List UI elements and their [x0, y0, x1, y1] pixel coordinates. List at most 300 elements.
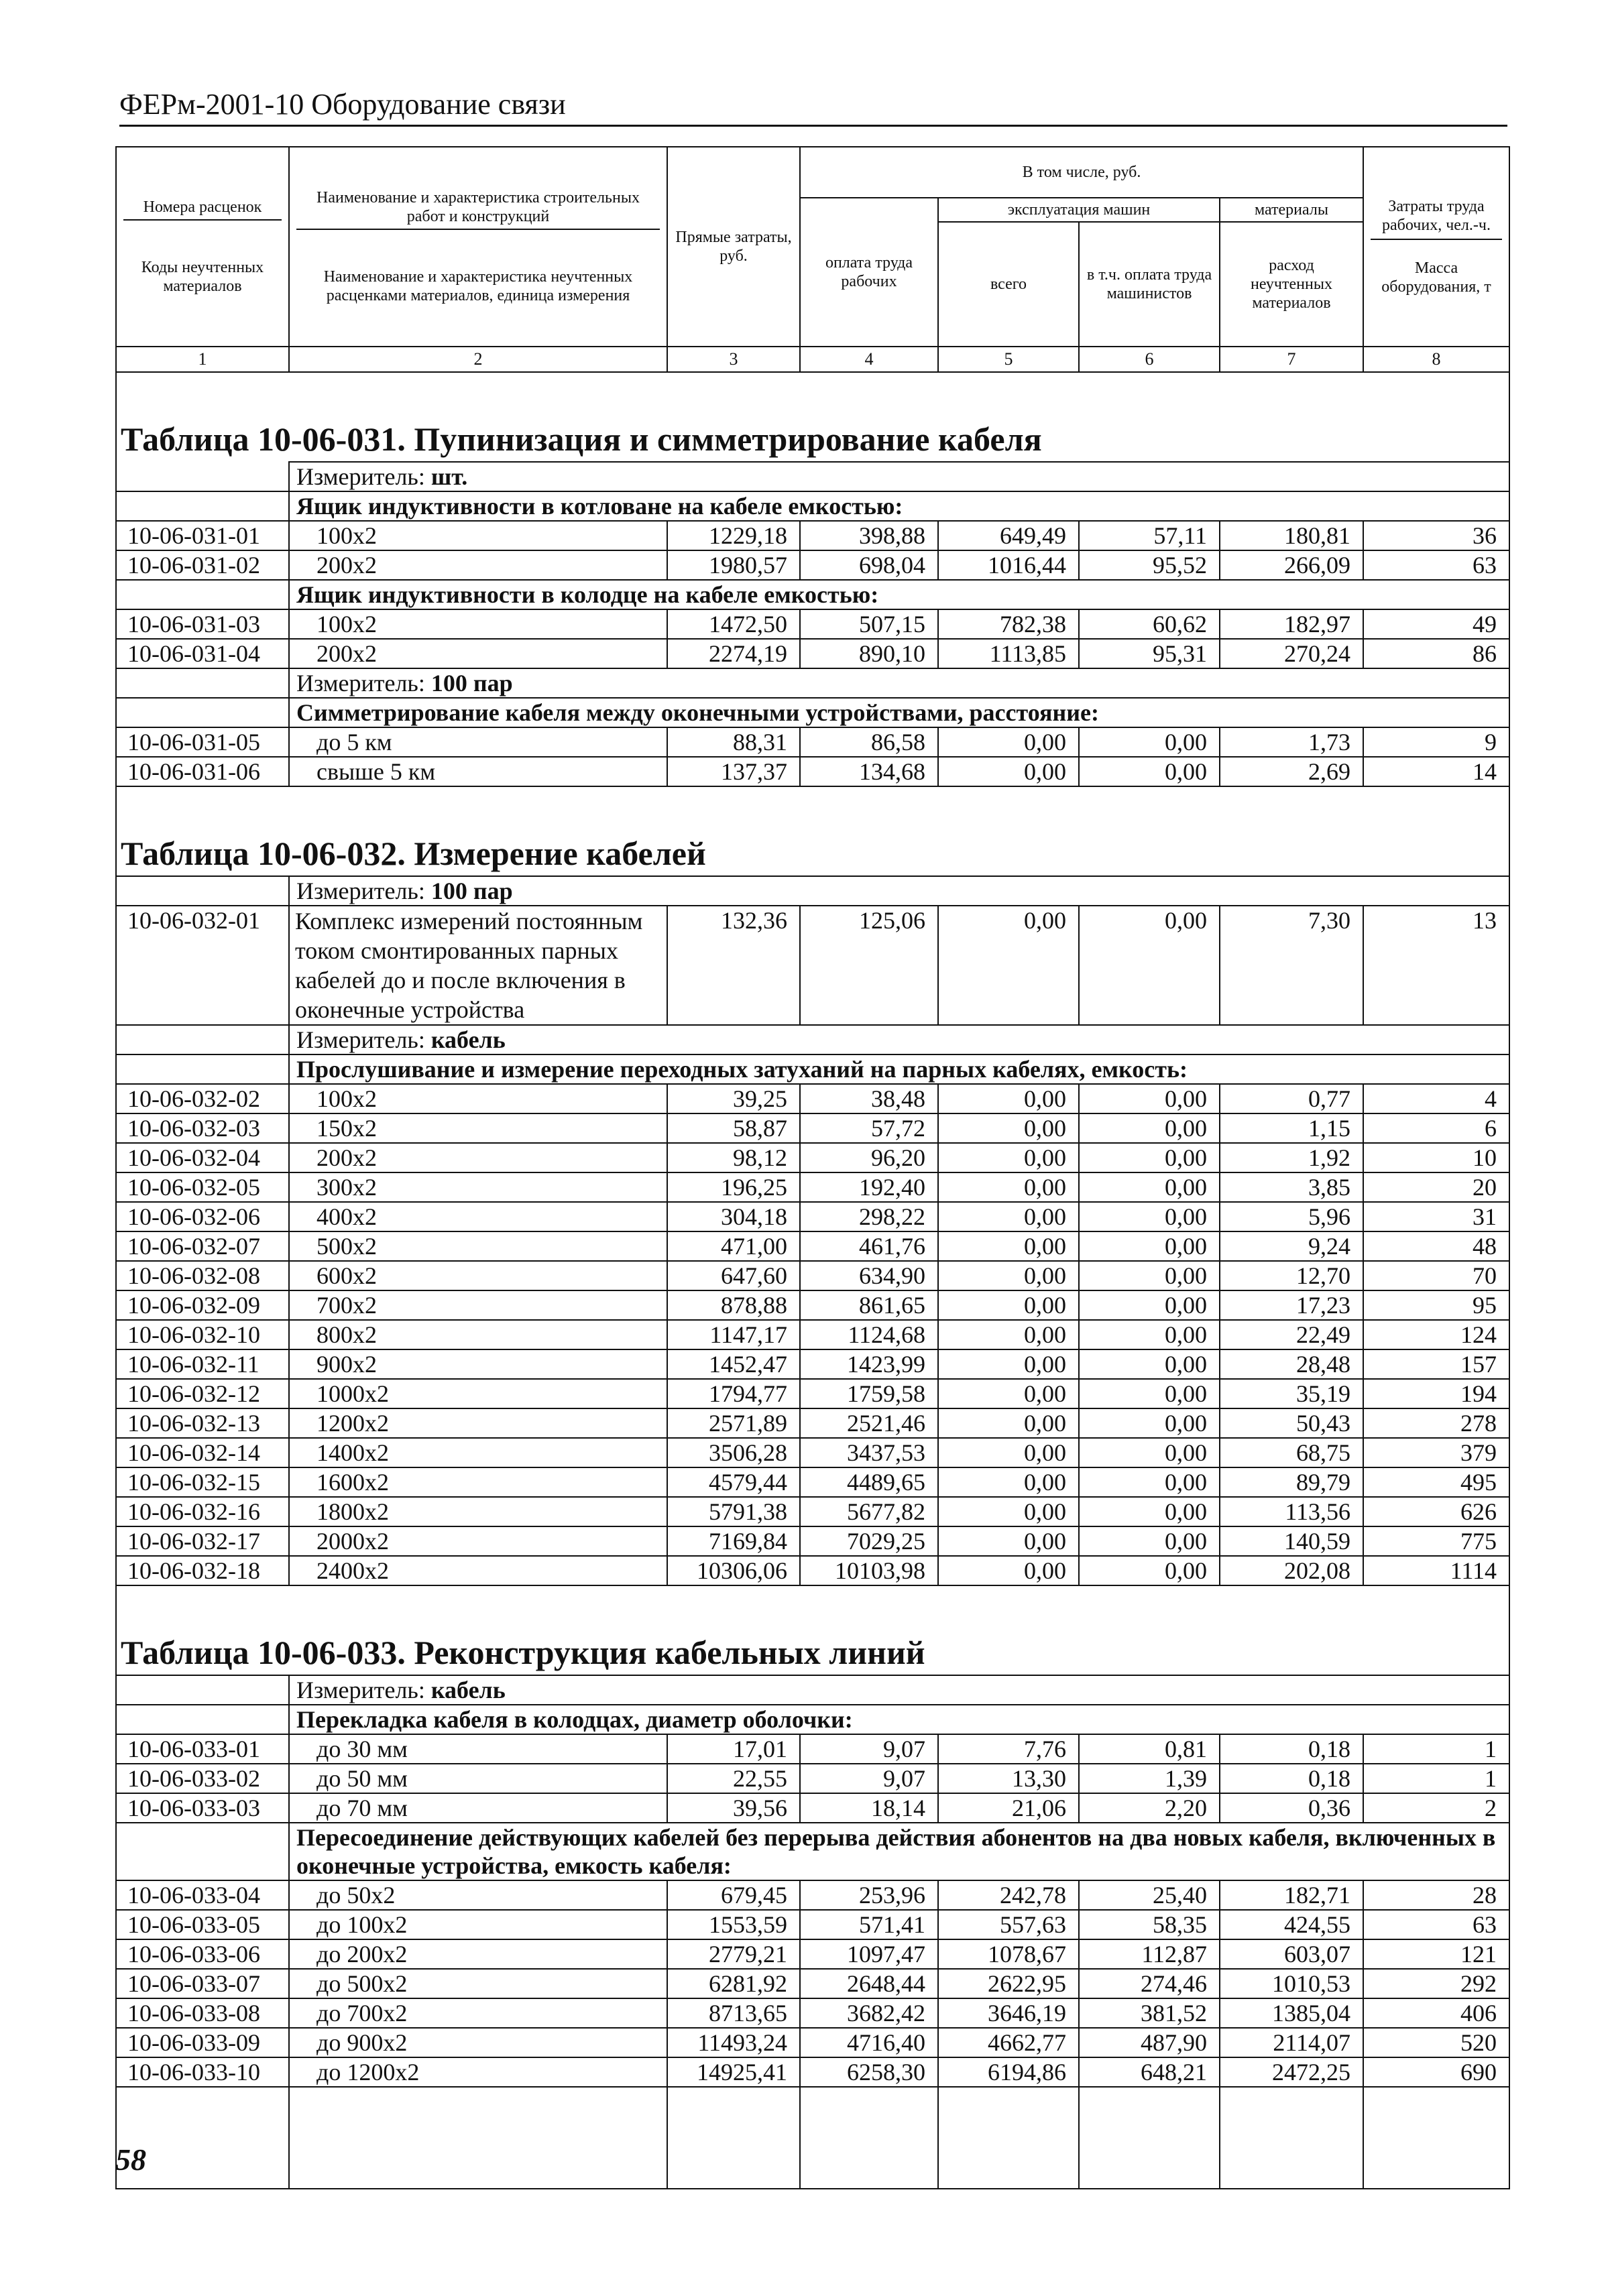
table-row — [116, 1438, 1509, 1467]
rate-code: 10-06-033-06 — [116, 1939, 289, 1969]
materials-cost: 2114,07 — [1220, 2028, 1363, 2057]
work-name: до 1200x2 — [289, 2057, 667, 2087]
machines-total: 2622,95 — [938, 1969, 1079, 1998]
labor-pay: 2521,46 — [800, 1408, 938, 1438]
machines-total: 0,00 — [938, 1261, 1079, 1290]
materials-cost: 9,24 — [1220, 1231, 1363, 1261]
price-sheet — [115, 146, 1509, 2189]
labor-hours: 157 — [1363, 1349, 1509, 1379]
group-heading: Симметрирование кабеля между оконечными устройствами, расстояние: — [289, 698, 1509, 727]
group-heading: Ящик индуктивности в котловане на кабеле емкостью: — [289, 491, 1509, 521]
rate-code: 10-06-033-05 — [116, 1910, 289, 1939]
measure-value: 100 пар — [430, 878, 513, 904]
rate-code: 10-06-031-06 — [116, 757, 289, 786]
direct-costs: 471,00 — [667, 1231, 800, 1261]
operators-pay: 0,00 — [1079, 1202, 1220, 1231]
labor-pay: 57,72 — [800, 1113, 938, 1143]
rate-code: 10-06-032-05 — [116, 1172, 289, 1202]
labor-hours: 36 — [1363, 521, 1509, 550]
direct-costs: 1794,77 — [667, 1379, 800, 1408]
labor-pay: 9,07 — [800, 1764, 938, 1793]
labor-pay: 253,96 — [800, 1880, 938, 1910]
direct-costs: 2274,19 — [667, 639, 800, 668]
rate-code: 10-06-033-09 — [116, 2028, 289, 2057]
direct-costs: 304,18 — [667, 1202, 800, 1231]
direct-costs: 22,55 — [667, 1764, 800, 1793]
col5-header: всего — [938, 222, 1079, 347]
rate-code: 10-06-032-16 — [116, 1497, 289, 1526]
labor-pay: 507,15 — [800, 609, 938, 639]
rate-code: 10-06-032-09 — [116, 1290, 289, 1320]
materials-cost: 7,30 — [1220, 906, 1363, 1025]
table-title: Таблица 10-06-032. Измерение кабелей — [116, 786, 1509, 876]
col3-header: Прямые затраты, руб. — [667, 147, 800, 347]
col1-header — [116, 147, 289, 347]
materials-cost: 1385,04 — [1220, 1998, 1363, 2028]
labor-hours: 4 — [1363, 1084, 1509, 1113]
machines-total: 0,00 — [938, 1172, 1079, 1202]
measure-row — [116, 668, 1509, 698]
materials-header: материалы — [1220, 198, 1363, 222]
col8-header — [1363, 147, 1509, 347]
work-name: 2000x2 — [289, 1526, 667, 1556]
machines-total: 0,00 — [938, 1379, 1079, 1408]
column-number: 1 — [116, 347, 289, 372]
col8-top: Затраты труда рабочих, чел.-ч. — [1371, 197, 1502, 240]
table-row — [116, 906, 1509, 1025]
operators-pay: 0,00 — [1079, 1113, 1220, 1143]
rate-code: 10-06-032-10 — [116, 1320, 289, 1349]
materials-cost: 68,75 — [1220, 1438, 1363, 1467]
work-name: до 5 км — [289, 727, 667, 757]
table-row — [116, 1084, 1509, 1113]
materials-cost: 1,92 — [1220, 1143, 1363, 1172]
operators-pay: 0,00 — [1079, 906, 1220, 1025]
operators-pay: 0,00 — [1079, 1143, 1220, 1172]
labor-hours: 70 — [1363, 1261, 1509, 1290]
table-row — [116, 1320, 1509, 1349]
table-10-06-031 — [116, 372, 1509, 786]
column-numbers-row — [116, 347, 1509, 372]
direct-costs: 17,01 — [667, 1734, 800, 1764]
machines-total: 0,00 — [938, 727, 1079, 757]
table-row — [116, 1764, 1509, 1793]
measure-label: Измеритель: — [296, 878, 425, 904]
rate-code: 10-06-032-03 — [116, 1113, 289, 1143]
machines-total: 3646,19 — [938, 1998, 1079, 2028]
direct-costs: 137,37 — [667, 757, 800, 786]
direct-costs: 3506,28 — [667, 1438, 800, 1467]
measure-row — [116, 1675, 1509, 1705]
direct-costs: 7169,84 — [667, 1526, 800, 1556]
table-row — [116, 1231, 1509, 1261]
labor-hours: 48 — [1363, 1231, 1509, 1261]
rate-code: 10-06-032-04 — [116, 1143, 289, 1172]
labor-pay: 5677,82 — [800, 1497, 938, 1526]
direct-costs: 679,45 — [667, 1880, 800, 1910]
labor-hours: 10 — [1363, 1143, 1509, 1172]
direct-costs: 2779,21 — [667, 1939, 800, 1969]
operators-pay: 60,62 — [1079, 609, 1220, 639]
work-name: до 200x2 — [289, 1939, 667, 1969]
col2-bottom: Наименование и характеристика неучтенных расценками материалов, единица измерения — [323, 268, 633, 304]
machines-total: 4662,77 — [938, 2028, 1079, 2057]
work-name: до 500x2 — [289, 1969, 667, 1998]
rate-code: 10-06-032-14 — [116, 1438, 289, 1467]
rate-code: 10-06-032-07 — [116, 1231, 289, 1261]
machines-total: 0,00 — [938, 757, 1079, 786]
measure-label: Измеритель: — [296, 1026, 425, 1053]
labor-hours: 690 — [1363, 2057, 1509, 2087]
materials-cost: 17,23 — [1220, 1290, 1363, 1320]
labor-pay: 1097,47 — [800, 1939, 938, 1969]
table-row — [116, 609, 1509, 639]
work-name: 100x2 — [289, 609, 667, 639]
table-row — [116, 1497, 1509, 1526]
col2-top: Наименование и характеристика строительных работ и конструкций — [296, 188, 660, 230]
direct-costs: 1147,17 — [667, 1320, 800, 1349]
machines-total: 1016,44 — [938, 550, 1079, 580]
machines-total: 0,00 — [938, 1290, 1079, 1320]
machines-total: 649,49 — [938, 521, 1079, 550]
running-title: ФЕРм-2001-10 Оборудование связи — [119, 88, 566, 121]
work-name: 200x2 — [289, 639, 667, 668]
table-row — [116, 1734, 1509, 1764]
table-row — [116, 1172, 1509, 1202]
labor-pay: 3437,53 — [800, 1438, 938, 1467]
rate-code: 10-06-033-02 — [116, 1764, 289, 1793]
materials-cost: 0,77 — [1220, 1084, 1363, 1113]
labor-hours: 31 — [1363, 1202, 1509, 1231]
labor-hours: 278 — [1363, 1408, 1509, 1438]
table-row — [116, 1880, 1509, 1910]
rate-code: 10-06-032-18 — [116, 1556, 289, 1585]
operators-pay: 0,00 — [1079, 1497, 1220, 1526]
labor-pay: 890,10 — [800, 639, 938, 668]
direct-costs: 10306,06 — [667, 1556, 800, 1585]
work-name: 100x2 — [289, 521, 667, 550]
labor-hours: 495 — [1363, 1467, 1509, 1497]
labor-hours: 9 — [1363, 727, 1509, 757]
labor-hours: 20 — [1363, 1172, 1509, 1202]
machines-header: эксплуатация машин — [938, 198, 1220, 222]
rate-code: 10-06-033-10 — [116, 2057, 289, 2087]
work-name: до 50x2 — [289, 1880, 667, 1910]
table-row — [116, 1526, 1509, 1556]
operators-pay: 381,52 — [1079, 1998, 1220, 2028]
rate-code: 10-06-031-01 — [116, 521, 289, 550]
operators-pay: 112,87 — [1079, 1939, 1220, 1969]
measure-label: Измеритель: — [296, 463, 425, 490]
work-name: Комплекс измерений постоянным током смонтированных парных кабелей до и после включения в оконечные устройства — [289, 906, 667, 1025]
operators-pay: 0,00 — [1079, 1526, 1220, 1556]
operators-pay: 95,52 — [1079, 550, 1220, 580]
operators-pay: 487,90 — [1079, 2028, 1220, 2057]
machines-total: 557,63 — [938, 1910, 1079, 1939]
work-name: 150x2 — [289, 1113, 667, 1143]
direct-costs: 2571,89 — [667, 1408, 800, 1438]
direct-costs: 878,88 — [667, 1290, 800, 1320]
work-name: 1800x2 — [289, 1497, 667, 1526]
direct-costs: 8713,65 — [667, 1998, 800, 2028]
materials-cost: 5,96 — [1220, 1202, 1363, 1231]
materials-cost: 28,48 — [1220, 1349, 1363, 1379]
operators-pay: 0,00 — [1079, 1231, 1220, 1261]
materials-cost: 270,24 — [1220, 639, 1363, 668]
machines-total: 1113,85 — [938, 639, 1079, 668]
materials-cost: 180,81 — [1220, 521, 1363, 550]
materials-cost: 35,19 — [1220, 1379, 1363, 1408]
labor-hours: 379 — [1363, 1438, 1509, 1467]
materials-cost: 2472,25 — [1220, 2057, 1363, 2087]
direct-costs: 98,12 — [667, 1143, 800, 1172]
labor-pay: 134,68 — [800, 757, 938, 786]
rate-code: 10-06-032-06 — [116, 1202, 289, 1231]
work-name: 400x2 — [289, 1202, 667, 1231]
operators-pay: 0,00 — [1079, 1320, 1220, 1349]
rate-code: 10-06-033-03 — [116, 1793, 289, 1823]
labor-pay: 3682,42 — [800, 1998, 938, 2028]
labor-hours: 63 — [1363, 1910, 1509, 1939]
materials-cost: 266,09 — [1220, 550, 1363, 580]
table-row — [116, 1290, 1509, 1320]
rate-code: 10-06-033-07 — [116, 1969, 289, 1998]
labor-hours: 1 — [1363, 1734, 1509, 1764]
operators-pay: 0,00 — [1079, 1084, 1220, 1113]
materials-cost: 2,69 — [1220, 757, 1363, 786]
direct-costs: 39,25 — [667, 1084, 800, 1113]
blank-row — [116, 2087, 1509, 2189]
table-row — [116, 1349, 1509, 1379]
direct-costs: 1229,18 — [667, 521, 800, 550]
table-row — [116, 1202, 1509, 1231]
rate-code: 10-06-033-01 — [116, 1734, 289, 1764]
column-number: 7 — [1220, 347, 1363, 372]
measure-label: Измеритель: — [296, 1677, 425, 1703]
materials-cost: 113,56 — [1220, 1497, 1363, 1526]
machines-total: 0,00 — [938, 1202, 1079, 1231]
table-row — [116, 1379, 1509, 1408]
work-name: до 700x2 — [289, 1998, 667, 2028]
direct-costs: 1553,59 — [667, 1910, 800, 1939]
work-name: до 100x2 — [289, 1910, 667, 1939]
labor-pay: 9,07 — [800, 1734, 938, 1764]
labor-pay: 7029,25 — [800, 1526, 938, 1556]
operators-pay: 0,00 — [1079, 757, 1220, 786]
group-heading: Ящик индуктивности в колодце на кабеле емкостью: — [289, 580, 1509, 609]
column-number: 6 — [1079, 347, 1220, 372]
materials-cost: 603,07 — [1220, 1939, 1363, 1969]
work-name: 1600x2 — [289, 1467, 667, 1497]
col1-bottom: Коды неучтенных материалов — [141, 259, 264, 295]
work-name: свыше 5 км — [289, 757, 667, 786]
materials-cost: 140,59 — [1220, 1526, 1363, 1556]
rate-code: 10-06-031-03 — [116, 609, 289, 639]
table-row — [116, 1793, 1509, 1823]
machines-total: 0,00 — [938, 1231, 1079, 1261]
table-row — [116, 639, 1509, 668]
direct-costs: 88,31 — [667, 727, 800, 757]
operators-pay: 0,00 — [1079, 1261, 1220, 1290]
col2-header — [289, 147, 667, 347]
group-header: В том числе, руб. — [800, 147, 1363, 198]
work-name: до 50 мм — [289, 1764, 667, 1793]
rate-code: 10-06-032-08 — [116, 1261, 289, 1290]
materials-cost: 89,79 — [1220, 1467, 1363, 1497]
labor-pay: 1124,68 — [800, 1320, 938, 1349]
labor-hours: 124 — [1363, 1320, 1509, 1349]
table-head — [116, 147, 1509, 372]
work-name: до 70 мм — [289, 1793, 667, 1823]
operators-pay: 0,00 — [1079, 1379, 1220, 1408]
col1-top: Номера расценок — [123, 198, 282, 221]
labor-hours: 520 — [1363, 2028, 1509, 2057]
labor-hours: 13 — [1363, 906, 1509, 1025]
machines-total: 0,00 — [938, 1349, 1079, 1379]
labor-pay: 1759,58 — [800, 1379, 938, 1408]
labor-hours: 2 — [1363, 1793, 1509, 1823]
operators-pay: 25,40 — [1079, 1880, 1220, 1910]
table-10-06-032 — [116, 786, 1509, 1585]
table-title: Таблица 10-06-033. Реконструкция кабельных линий — [116, 1585, 1509, 1675]
work-name: до 30 мм — [289, 1734, 667, 1764]
operators-pay: 0,00 — [1079, 727, 1220, 757]
labor-pay: 2648,44 — [800, 1969, 938, 1998]
operators-pay: 2,20 — [1079, 1793, 1220, 1823]
labor-pay: 6258,30 — [800, 2057, 938, 2087]
labor-pay: 1423,99 — [800, 1349, 938, 1379]
direct-costs: 1472,50 — [667, 609, 800, 639]
machines-total: 0,00 — [938, 1408, 1079, 1438]
rate-code: 10-06-032-01 — [116, 906, 289, 1025]
rate-code: 10-06-032-17 — [116, 1526, 289, 1556]
machines-total: 0,00 — [938, 1113, 1079, 1143]
materials-cost: 0,18 — [1220, 1734, 1363, 1764]
table-row — [116, 1998, 1509, 2028]
work-name: 1000x2 — [289, 1379, 667, 1408]
labor-hours: 626 — [1363, 1497, 1509, 1526]
labor-pay: 10103,98 — [800, 1556, 938, 1585]
direct-costs: 196,25 — [667, 1172, 800, 1202]
table-row — [116, 1910, 1509, 1939]
labor-hours: 6 — [1363, 1113, 1509, 1143]
labor-pay: 4716,40 — [800, 2028, 938, 2057]
table-row — [116, 1261, 1509, 1290]
labor-pay: 4489,65 — [800, 1467, 938, 1497]
operators-pay: 648,21 — [1079, 2057, 1220, 2087]
labor-pay: 461,76 — [800, 1231, 938, 1261]
table-row — [116, 2057, 1509, 2087]
labor-hours: 121 — [1363, 1939, 1509, 1969]
machines-total: 7,76 — [938, 1734, 1079, 1764]
work-name: 800x2 — [289, 1320, 667, 1349]
labor-pay: 96,20 — [800, 1143, 938, 1172]
labor-hours: 1 — [1363, 1764, 1509, 1793]
column-number: 2 — [289, 347, 667, 372]
direct-costs: 647,60 — [667, 1261, 800, 1290]
operators-pay: 0,00 — [1079, 1290, 1220, 1320]
table-row — [116, 1939, 1509, 1969]
table-10-06-033 — [116, 1585, 1509, 2189]
direct-costs: 1452,47 — [667, 1349, 800, 1379]
direct-costs: 58,87 — [667, 1113, 800, 1143]
rate-code: 10-06-031-02 — [116, 550, 289, 580]
operators-pay: 0,00 — [1079, 1556, 1220, 1585]
direct-costs: 5791,38 — [667, 1497, 800, 1526]
machines-total: 0,00 — [938, 1467, 1079, 1497]
materials-cost: 182,71 — [1220, 1880, 1363, 1910]
work-name: 1400x2 — [289, 1438, 667, 1467]
direct-costs: 1980,57 — [667, 550, 800, 580]
column-number: 3 — [667, 347, 800, 372]
machines-total: 0,00 — [938, 1320, 1079, 1349]
materials-cost: 1,15 — [1220, 1113, 1363, 1143]
measure-row — [116, 876, 1509, 906]
materials-cost: 12,70 — [1220, 1261, 1363, 1290]
labor-hours: 406 — [1363, 1998, 1509, 2028]
work-name: 2400x2 — [289, 1556, 667, 1585]
work-name: 900x2 — [289, 1349, 667, 1379]
machines-total: 0,00 — [938, 1497, 1079, 1526]
machines-total: 0,00 — [938, 1143, 1079, 1172]
materials-cost: 22,49 — [1220, 1320, 1363, 1349]
rate-code: 10-06-032-11 — [116, 1349, 289, 1379]
table-row — [116, 550, 1509, 580]
work-name: 100x2 — [289, 1084, 667, 1113]
operators-pay: 274,46 — [1079, 1969, 1220, 1998]
table-row — [116, 1467, 1509, 1497]
measure-value: 100 пар — [430, 670, 513, 697]
page-number: 58 — [115, 2142, 146, 2177]
labor-hours: 775 — [1363, 1526, 1509, 1556]
work-name: 200x2 — [289, 1143, 667, 1172]
materials-cost: 1,73 — [1220, 727, 1363, 757]
rate-code: 10-06-033-08 — [116, 1998, 289, 2028]
rates-table — [115, 146, 1510, 2189]
labor-pay: 634,90 — [800, 1261, 938, 1290]
operators-pay: 0,00 — [1079, 1408, 1220, 1438]
labor-hours: 86 — [1363, 639, 1509, 668]
materials-cost: 0,18 — [1220, 1764, 1363, 1793]
materials-cost: 1010,53 — [1220, 1969, 1363, 1998]
col6-header: в т.ч. оплата труда машинистов — [1079, 222, 1220, 347]
materials-cost: 202,08 — [1220, 1556, 1363, 1585]
table-row — [116, 757, 1509, 786]
operators-pay: 0,00 — [1079, 1467, 1220, 1497]
measure-value: кабель — [430, 1677, 506, 1703]
labor-hours: 14 — [1363, 757, 1509, 786]
machines-total: 21,06 — [938, 1793, 1079, 1823]
column-number: 4 — [800, 347, 938, 372]
operators-pay: 0,81 — [1079, 1734, 1220, 1764]
direct-costs: 39,56 — [667, 1793, 800, 1823]
table-row — [116, 1969, 1509, 1998]
labor-pay: 861,65 — [800, 1290, 938, 1320]
column-number: 8 — [1363, 347, 1509, 372]
labor-pay: 298,22 — [800, 1202, 938, 1231]
operators-pay: 0,00 — [1079, 1172, 1220, 1202]
table-row — [116, 1143, 1509, 1172]
rate-code: 10-06-031-04 — [116, 639, 289, 668]
operators-pay: 58,35 — [1079, 1910, 1220, 1939]
labor-pay: 192,40 — [800, 1172, 938, 1202]
work-name: до 900x2 — [289, 2028, 667, 2057]
machines-total: 0,00 — [938, 906, 1079, 1025]
labor-pay: 698,04 — [800, 550, 938, 580]
labor-pay: 125,06 — [800, 906, 938, 1025]
labor-pay: 18,14 — [800, 1793, 938, 1823]
direct-costs: 132,36 — [667, 906, 800, 1025]
